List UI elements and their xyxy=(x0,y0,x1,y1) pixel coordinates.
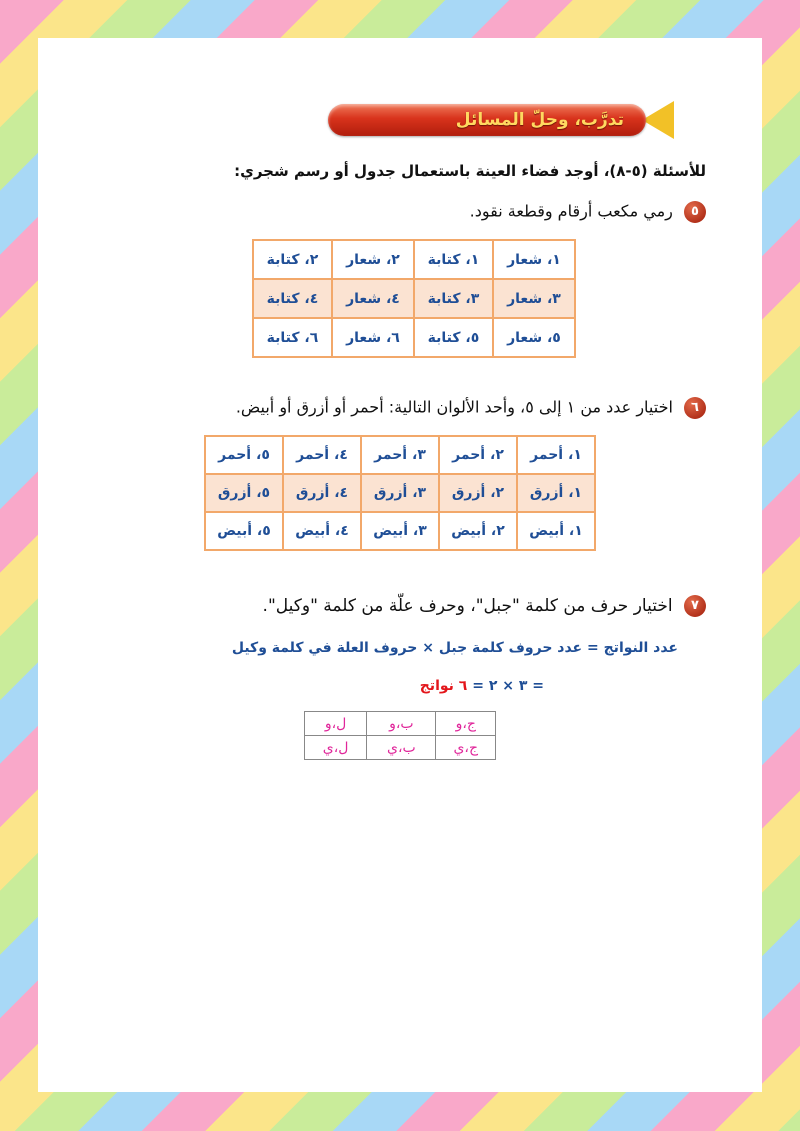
table-cell: ٢، أبيض xyxy=(439,512,517,550)
table-cell: ٥، شعار xyxy=(493,318,575,357)
result-line xyxy=(244,678,544,694)
table-cell: ج،ي xyxy=(436,736,496,760)
question-text: رمي مكعب أرقام وقطعة نقود. xyxy=(469,201,673,221)
table-q7 xyxy=(304,711,496,760)
table-cell: ٣، أحمر xyxy=(361,436,439,474)
table-cell: ب،و xyxy=(367,712,436,736)
table-row xyxy=(253,318,575,357)
banner-title: تدرَّب، وحلّ المسائل xyxy=(455,110,624,130)
question-number-badge: ٦ xyxy=(684,397,706,419)
table-cell: ٤، أحمر xyxy=(283,436,361,474)
instruction-text: للأسئلة (٥-٨)، أوجد فضاء العينة باستعمال جدول أو رسم شجري: xyxy=(234,162,706,180)
table-cell: ٦، كتابة xyxy=(253,318,332,357)
table-cell: ٤، أبيض xyxy=(283,512,361,550)
table-cell: ٢، أزرق xyxy=(439,474,517,512)
table-cell: ٣، كتابة xyxy=(414,279,493,318)
table-q6 xyxy=(204,435,596,551)
table-cell: ١، أبيض xyxy=(517,512,595,550)
table-cell: ١، شعار xyxy=(493,240,575,279)
table-cell: ٢، شعار xyxy=(332,240,414,279)
result-expression: = ٣ × ٢ = xyxy=(472,678,544,694)
table-cell: ٥، كتابة xyxy=(414,318,493,357)
page-sheet xyxy=(38,38,762,1092)
table-cell: ٤، أزرق xyxy=(283,474,361,512)
table-cell: ٥، أزرق xyxy=(205,474,283,512)
question-5 xyxy=(106,201,706,223)
banner-arrow-icon xyxy=(642,101,674,139)
question-number-badge: ٧ xyxy=(684,595,706,617)
table-cell: ل،و xyxy=(305,712,367,736)
table-q5 xyxy=(252,239,576,358)
table-cell: ٥، أحمر xyxy=(205,436,283,474)
question-6 xyxy=(106,397,706,419)
question-text: اختيار عدد من ١ إلى ٥، وأحد الألوان التالية: أحمر أو أزرق أو أبيض. xyxy=(235,397,673,417)
table-cell: ١، كتابة xyxy=(414,240,493,279)
table-cell: ١، أحمر xyxy=(517,436,595,474)
table-row xyxy=(305,736,496,760)
table-cell: ج،و xyxy=(436,712,496,736)
table-cell: ٢، كتابة xyxy=(253,240,332,279)
table-cell: ٦، شعار xyxy=(332,318,414,357)
table-cell: ٥، أبيض xyxy=(205,512,283,550)
table-cell: ١، أزرق xyxy=(517,474,595,512)
table-row xyxy=(205,436,595,474)
question-text: اختيار حرف من كلمة "جبل"، وحرف علّة من كلمة "وكيل". xyxy=(262,596,673,616)
table-row xyxy=(205,474,595,512)
table-row xyxy=(253,279,575,318)
table-cell: ل،ي xyxy=(305,736,367,760)
table-row xyxy=(205,512,595,550)
result-value: ٦ نواتج xyxy=(419,678,468,694)
table-row xyxy=(253,240,575,279)
formula-text: عدد النواتج = عدد حروف كلمة جبل × حروف العلة في كلمة وكيل xyxy=(231,640,678,656)
section-banner xyxy=(328,101,674,139)
table-cell: ٣، أبيض xyxy=(361,512,439,550)
question-number-badge: ٥ xyxy=(684,201,706,223)
table-cell: ٣، أزرق xyxy=(361,474,439,512)
table-cell: ٤، كتابة xyxy=(253,279,332,318)
table-cell: ب،ي xyxy=(367,736,436,760)
table-cell: ٤، شعار xyxy=(332,279,414,318)
table-cell: ٣، شعار xyxy=(493,279,575,318)
question-7 xyxy=(106,595,706,617)
table-row xyxy=(305,712,496,736)
table-cell: ٢، أحمر xyxy=(439,436,517,474)
